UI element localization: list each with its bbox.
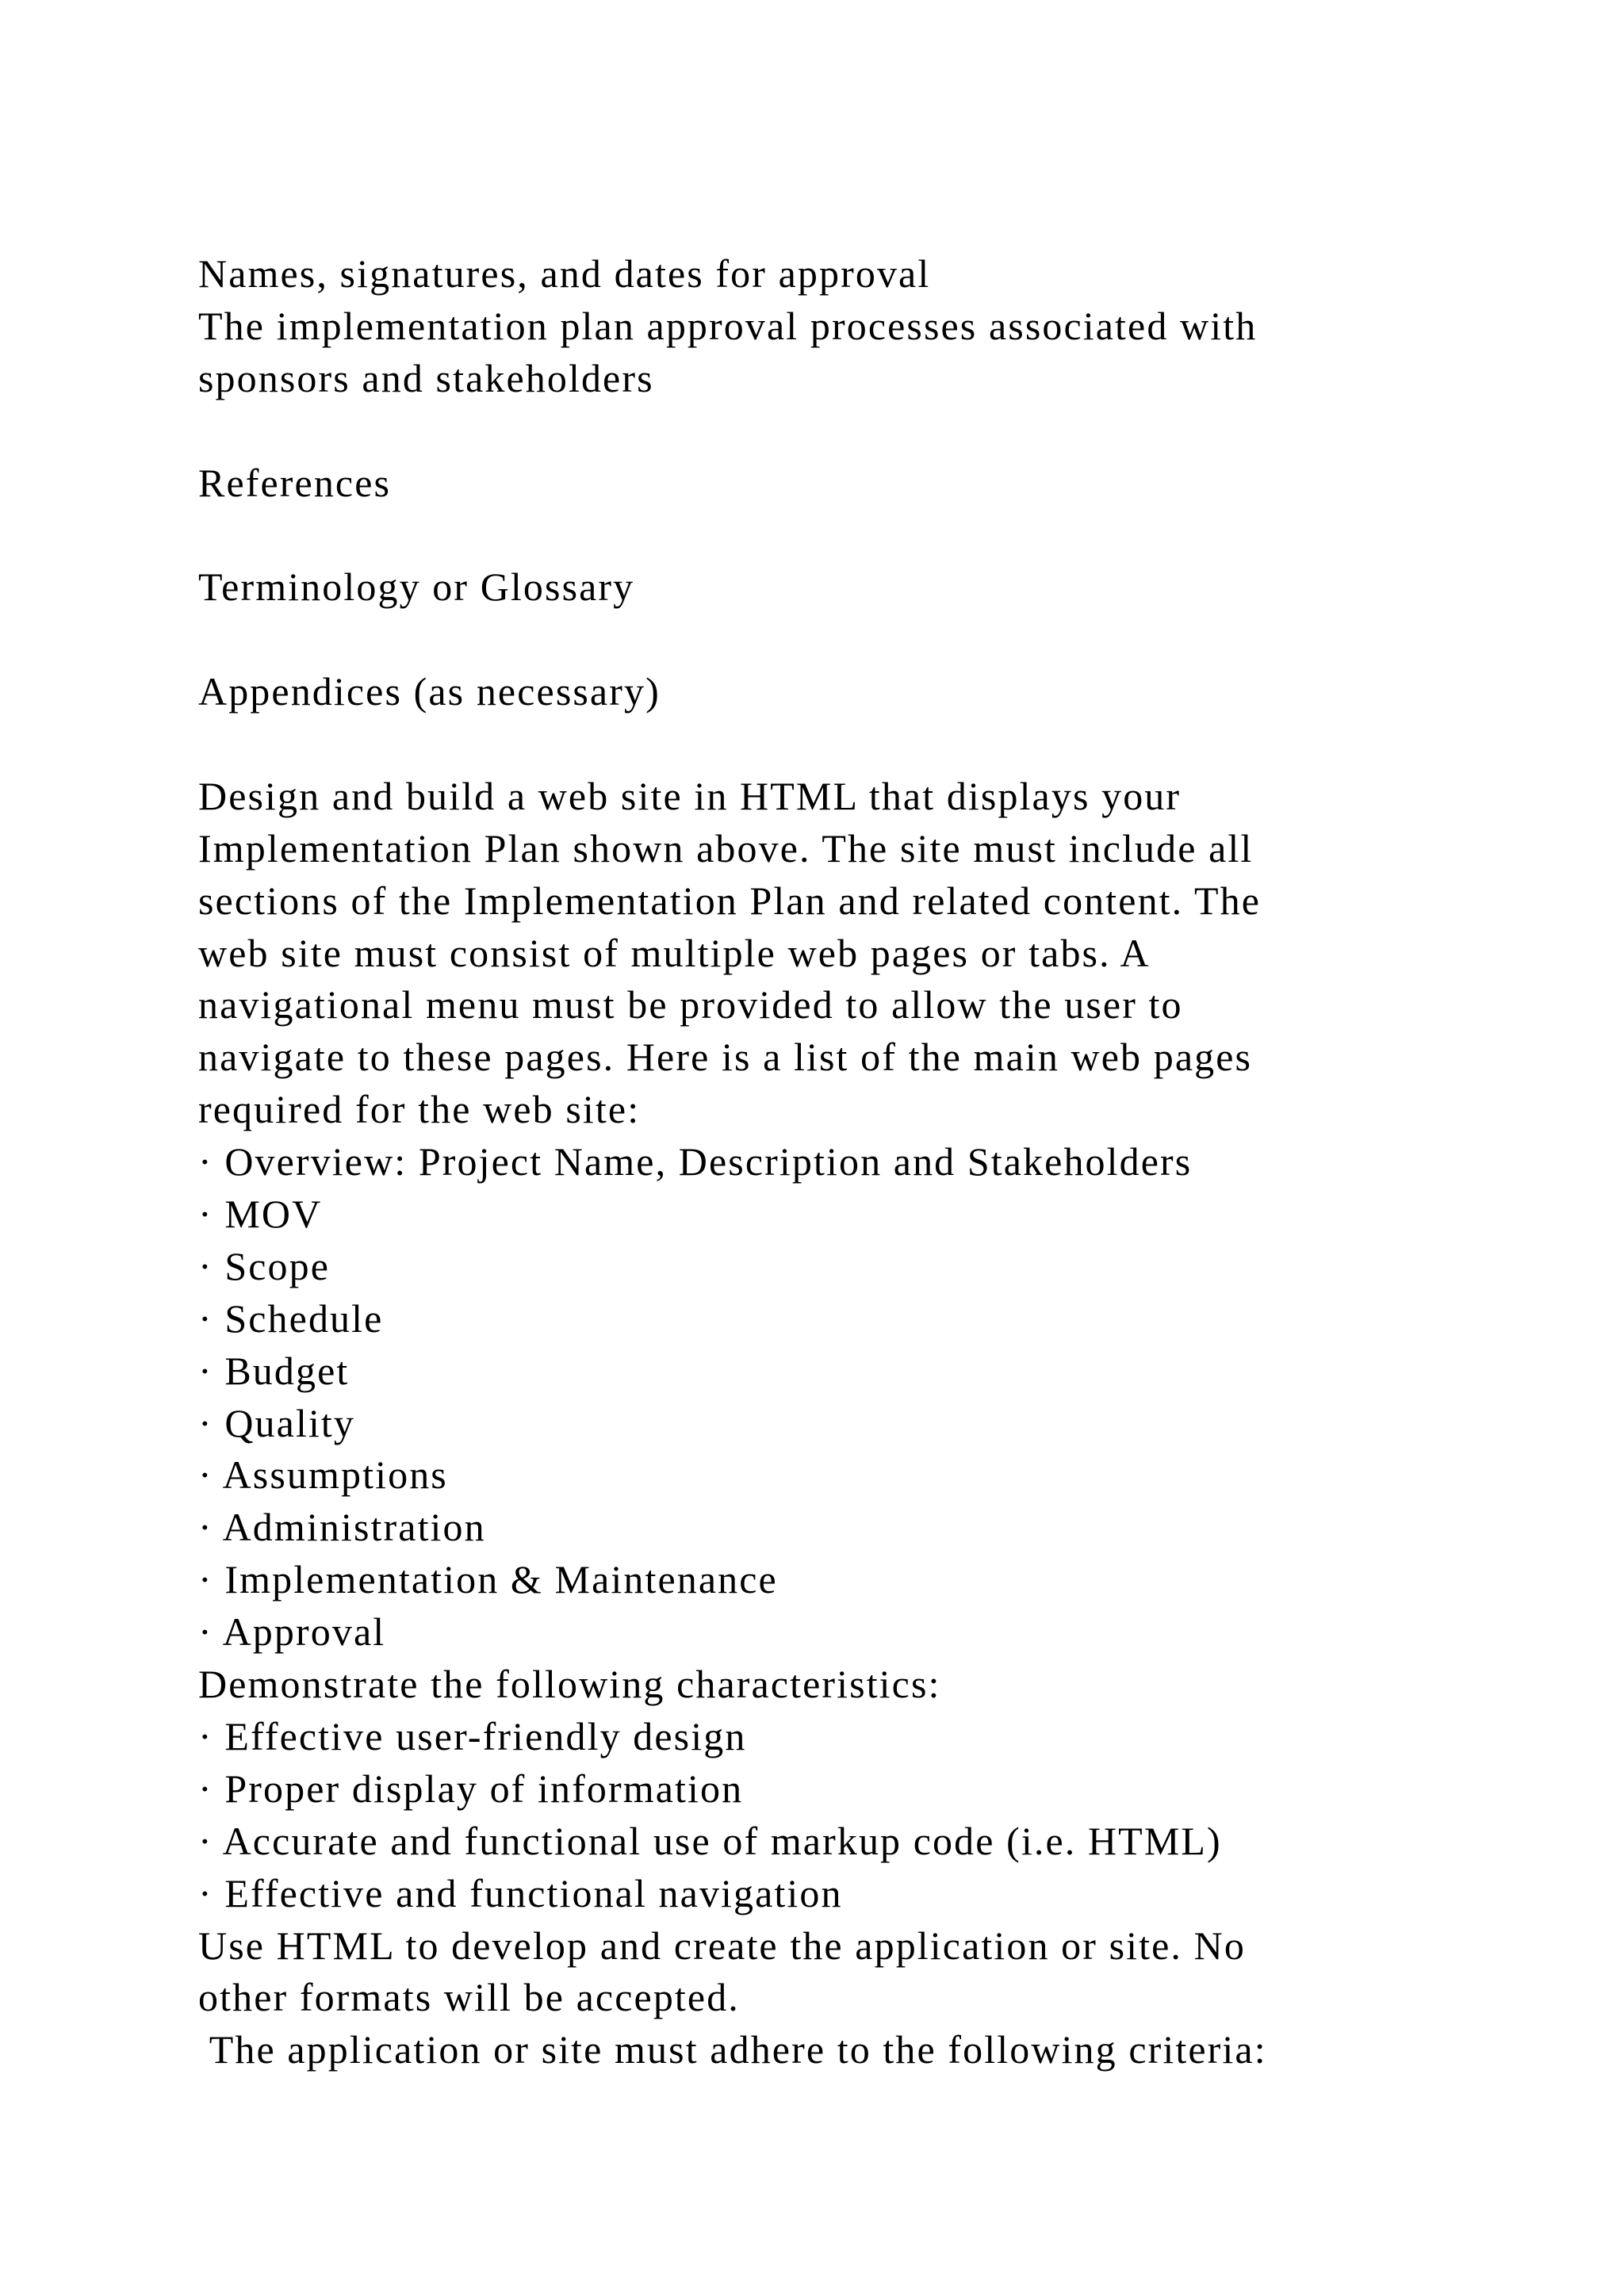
html-paragraph-line: other formats will be accepted. <box>198 1975 740 2020</box>
terminology-heading: Terminology or Glossary <box>198 564 635 610</box>
design-paragraph-line: navigational menu must be provided to allow the user to <box>198 982 1183 1027</box>
characteristics-list-item: · Accurate and functional use of markup code (i.e. HTML) <box>198 1818 1222 1863</box>
blank-line <box>198 405 1610 457</box>
pages-list-item: · Assumptions <box>198 1452 448 1498</box>
approval-heading: Names, signatures, and dates for approval <box>198 251 931 296</box>
blank-line <box>198 718 1610 771</box>
characteristics-list-item: · Effective and functional navigation <box>198 1870 843 1915</box>
pages-list-item: · Schedule <box>198 1295 384 1341</box>
pages-list-item: · MOV <box>198 1192 323 1237</box>
pages-list-item: · Approval <box>198 1609 386 1655</box>
pages-list-item: · Budget <box>198 1348 350 1393</box>
approval-description-line: The implementation plan approval processes associated with <box>198 303 1258 348</box>
characteristics-list-item: · Proper display of information <box>198 1766 744 1811</box>
references-heading: References <box>198 460 392 505</box>
design-paragraph-line: web site must consist of multiple web pages or tabs. A <box>198 930 1151 975</box>
pages-list-item: · Administration <box>198 1505 486 1550</box>
approval-description-line: sponsors and stakeholders <box>198 355 654 400</box>
design-paragraph-line: navigate to these pages. Here is a list of the main web pages <box>198 1035 1253 1080</box>
pages-list-item: · Quality <box>198 1400 356 1445</box>
html-paragraph-line: Use HTML to develop and create the application or site. No <box>198 1923 1246 1968</box>
blank-line <box>198 509 1610 561</box>
design-paragraph-line: sections of the Implementation Plan and related content. The <box>198 878 1261 923</box>
characteristics-heading: Demonstrate the following characteristics: <box>198 1662 941 1707</box>
blank-line <box>198 614 1610 666</box>
pages-list-item: · Implementation & Maintenance <box>198 1557 778 1602</box>
design-paragraph-line: Implementation Plan shown above. The site must include all <box>198 825 1254 871</box>
design-paragraph-line: Design and build a web site in HTML that displays your <box>198 773 1182 818</box>
appendices-heading: Appendices (as necessary) <box>198 669 661 714</box>
document-body <box>198 248 1610 2076</box>
criteria-line: The application or site must adhere to the following criteria: <box>198 2027 1267 2072</box>
pages-list-item: · Overview: Project Name, Description and Stakeholders <box>198 1139 1193 1184</box>
design-paragraph-line: required for the web site: <box>198 1087 641 1132</box>
characteristics-list-item: · Effective user-friendly design <box>198 1713 747 1758</box>
pages-list-item: · Scope <box>198 1243 331 1288</box>
